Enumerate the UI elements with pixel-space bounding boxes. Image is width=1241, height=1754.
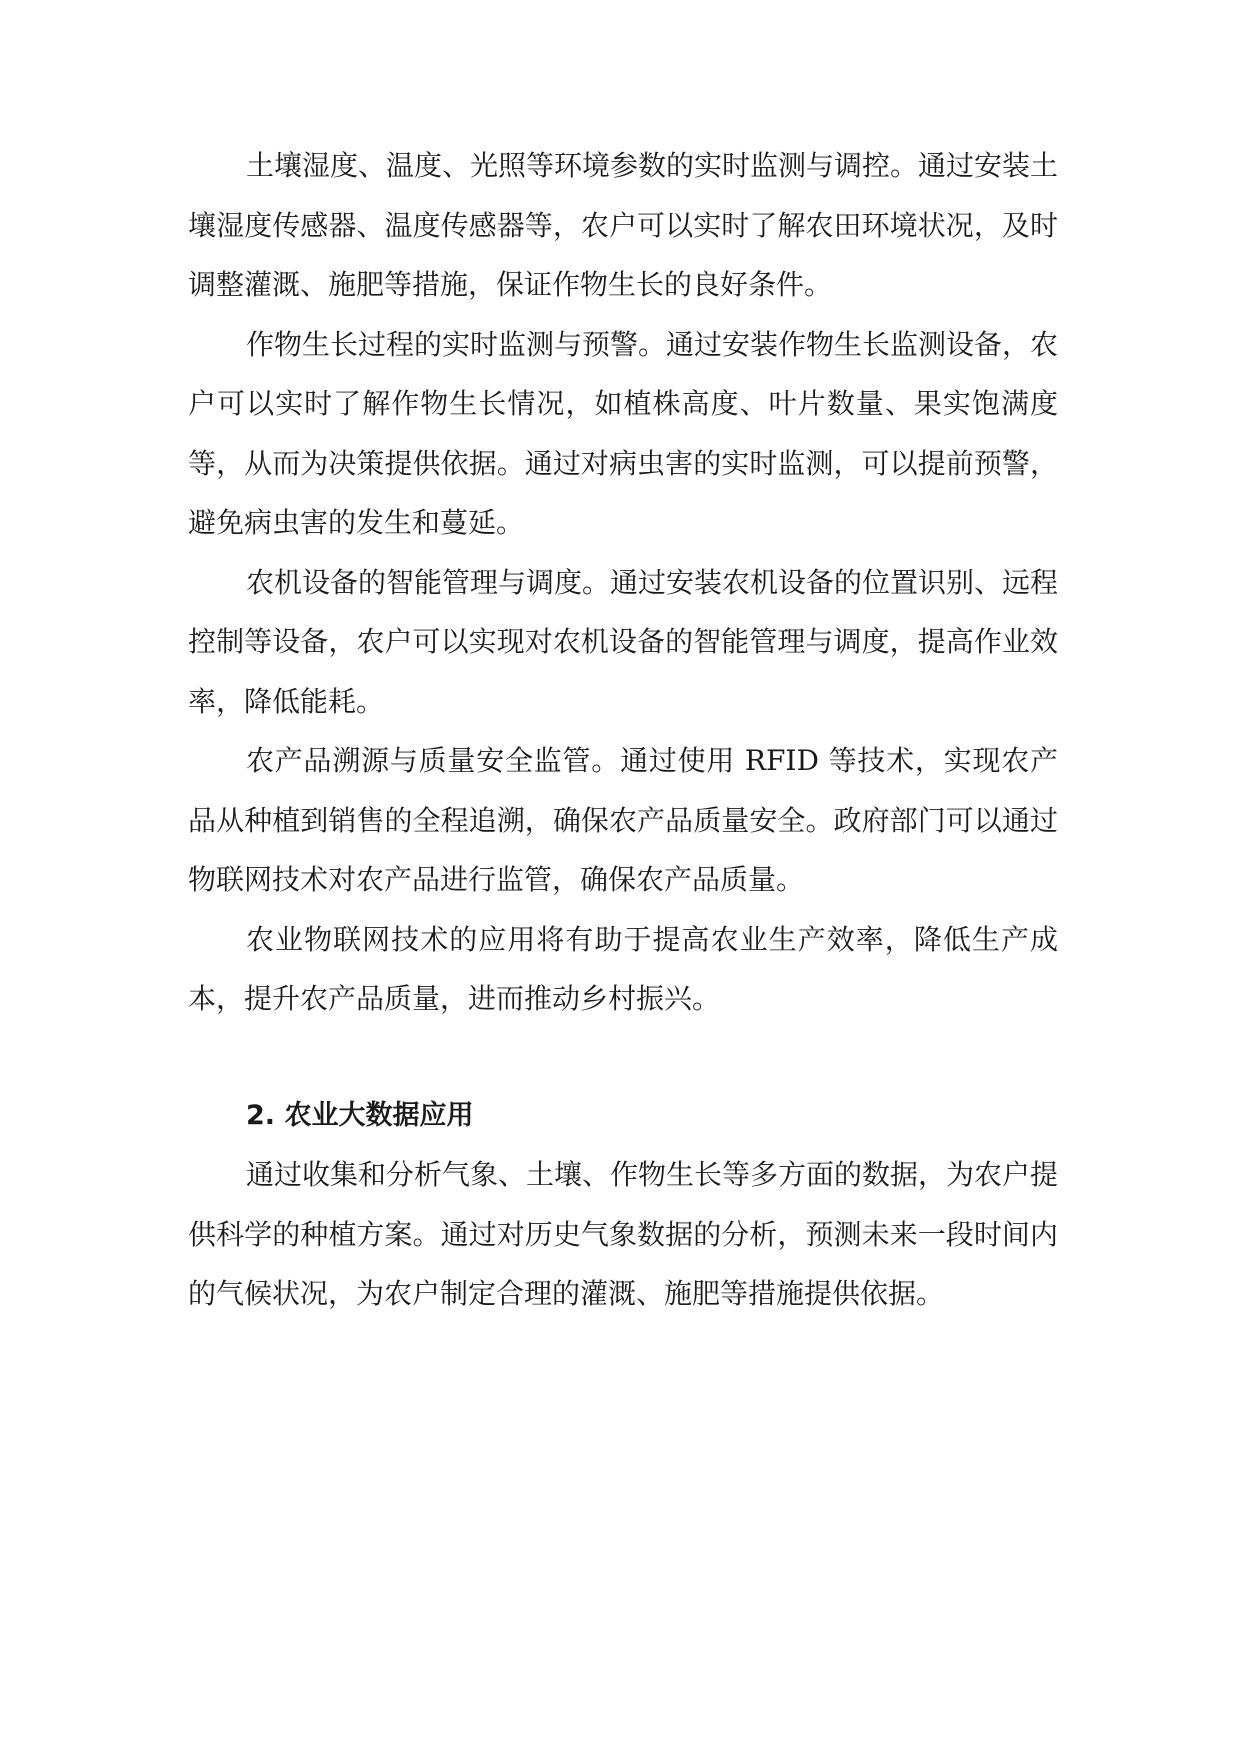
- paragraph-big-data-application: 通过收集和分析气象、土壤、作物生长等多方面的数据，为农户提供科学的种植方案。通过对历史气象数据的分析，预测未来一段时间内的气候状况，为农户制定合理的灌溉、施肥等措施提供依据。: [188, 1158, 1059, 1310]
- document-page: [188, 136, 1058, 1324]
- paragraph-iot-summary: 农业物联网技术的应用将有助于提高农业生产效率，降低生产成本，提升农产品质量，进而推动乡村振兴。: [188, 922, 1058, 1015]
- paragraph-farm-machinery-management: 农机设备的智能管理与调度。通过安装农机设备的位置识别、远程控制等设备，农户可以实现对农机设备的智能管理与调度，提高作业效率，降低能耗。: [188, 565, 1059, 718]
- section-heading-big-data: 2. 农业大数据应用: [246, 1099, 474, 1131]
- paragraph-crop-growth-monitoring: 作物生长过程的实时监测与预警。通过安装作物生长监测设备，农户可以实时了解作物生长情况，如植株高度、叶片数量、果实饱满度等，从而为决策提供依据。通过对病虫害的实时监测，可以提前预警，避免病虫害的发生和蔓延。: [188, 327, 1059, 539]
- paragraph-product-traceability: 农产品溯源与质量安全监管。通过使用 RFID 等技术，实现农产品从种植到销售的全程追溯，确保农产品质量安全。政府部门可以通过物联网技术对农产品进行监管，确保农产品质量。: [188, 744, 1058, 896]
- paragraph-environment-monitoring: 土壤湿度、温度、光照等环境参数的实时监测与调控。通过安装土壤湿度传感器、温度传感器等，农户可以实时了解农田环境状况，及时调整灌溉、施肥等措施，保证作物生长的良好条件。: [188, 149, 1059, 301]
